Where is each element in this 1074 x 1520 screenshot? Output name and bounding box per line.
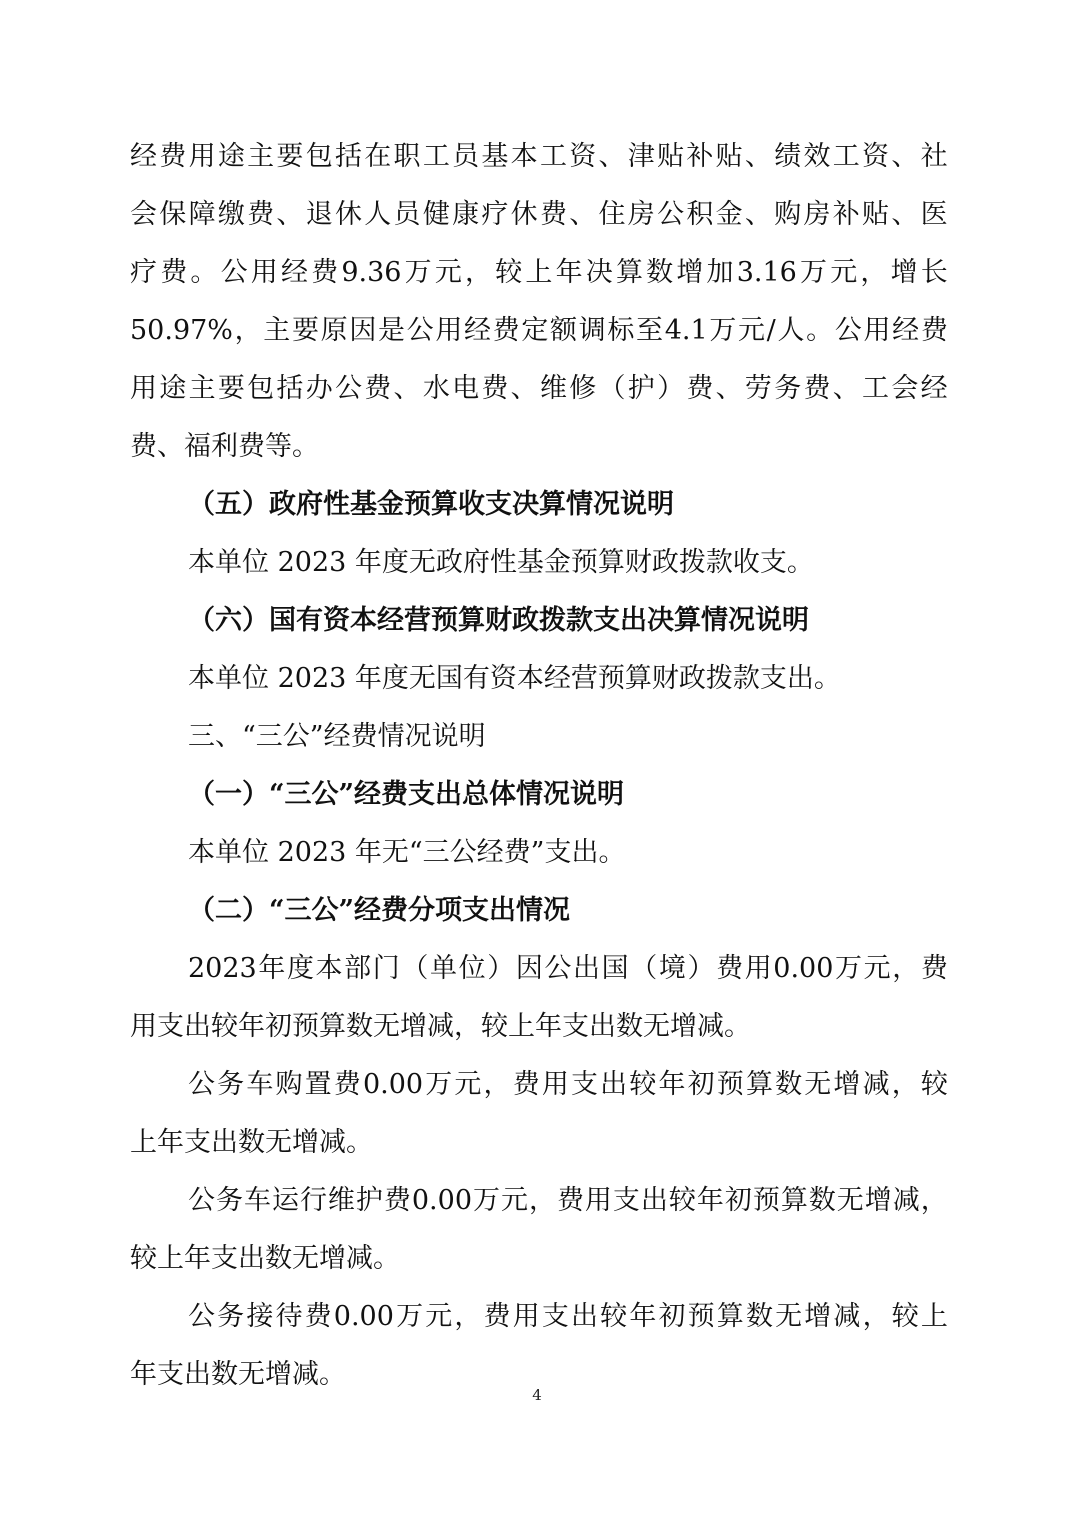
text-line: 年支出数无增减。: [130, 1359, 346, 1390]
document-body: [130, 128, 948, 1404]
text-line: 较上年支出数无增减。: [130, 1243, 400, 1274]
text-line: 公 务 车 购 置 费 0.00 万 元 ， 费 用 支 出 较 年 初 预 算 数 无 增 减 ， 较: [188, 1069, 948, 1100]
text-line: 2023 年 度 本 部 门 （ 单 位 ） 因 公 出 国 （ 境 ） 费 用 0.00 万 元 ， 费: [188, 953, 948, 984]
text-line: 上年支出数无增减。: [130, 1127, 373, 1158]
page-number: 4: [532, 1386, 542, 1404]
text-line: 用支出较年初预算数无增减，较上年支出数无增减。: [130, 1011, 751, 1042]
section-heading: （一）“三公”经费支出总体情况说明: [188, 779, 625, 810]
text-line: 经 费 用 途 主 要 包 括 在 职 工 员 基 本 工 资 、 津 贴 补 贴 、 绩 效 工 资 、 社: [130, 141, 948, 172]
chapter-heading: 三、“三公”经费情况说明: [188, 721, 486, 752]
text-line: 50.97% ， 主 要 原 因 是 公 用 经 费 定 额 调 标 至 4.1 万 元 / 人 。 公 用 经 费: [130, 315, 948, 346]
text-line: 公 务 接 待 费 0.00 万 元 ， 费 用 支 出 较 年 初 预 算 数 无 增 减 ， 较 上: [188, 1301, 948, 1332]
text-line: 本单位 2023 年度无政府性基金预算财政拨款收支。: [188, 547, 814, 578]
section-heading: （六）国有资本经营预算财政拨款支出决算情况说明: [188, 605, 809, 636]
text-line: 疗 费 。 公 用 经 费 9.36 万 元 ， 较 上 年 决 算 数 增 加 3.16 万 元 ， 增 长: [130, 257, 948, 288]
text-line: 本单位 2023 年度无国有资本经营预算财政拨款支出。: [188, 663, 841, 694]
text-line: 费、福利费等。: [130, 431, 319, 462]
text-line: 本单位 2023 年无“三公经费”支出。: [188, 837, 626, 868]
text-line: 会 保 障 缴 费 、 退 休 人 员 健 康 疗 休 费 、 住 房 公 积 金 、 购 房 补 贴 、 医: [130, 199, 948, 230]
text-line: 公 务 车 运 行 维 护 费 0.00 万 元 ， 费 用 支 出 较 年 初 预 算 数 无 增 减 ，: [188, 1185, 948, 1216]
text-line: 用 途 主 要 包 括 办 公 费 、 水 电 费 、 维 修 （ 护 ） 费 、 劳 务 费 、 工 会 经: [130, 373, 948, 404]
section-heading: （五）政府性基金预算收支决算情况说明: [188, 489, 674, 520]
section-heading: （二）“三公”经费分项支出情况: [188, 895, 571, 926]
